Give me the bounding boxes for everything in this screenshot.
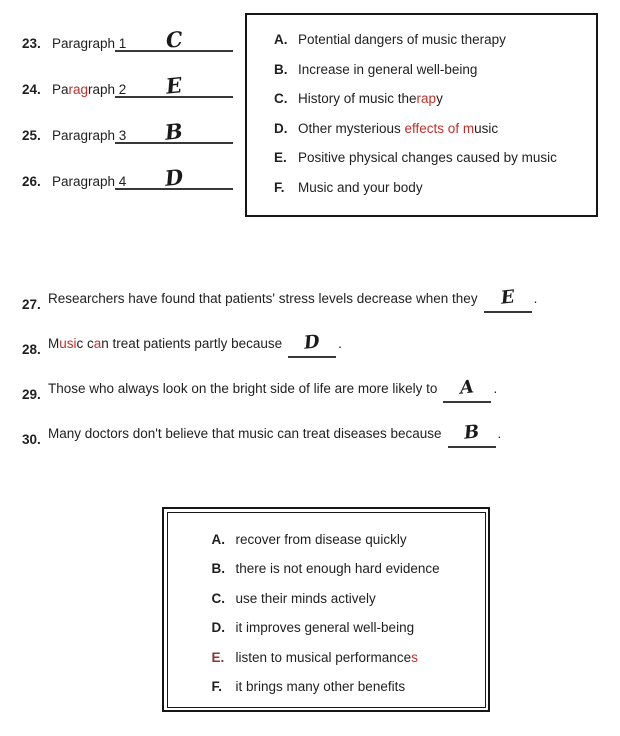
- text-segment: Pa: [52, 82, 69, 97]
- sentence-period: .: [533, 291, 538, 306]
- option-item: [212, 677, 481, 697]
- red-text-segment: effects of m: [404, 120, 475, 136]
- option-letter: A.: [211, 531, 225, 547]
- option-letter: F.: [274, 179, 285, 195]
- answer-options-box-inner: [167, 512, 486, 708]
- option-letter: C.: [274, 91, 288, 106]
- text-segment: M: [48, 336, 60, 351]
- question-label: [52, 82, 127, 98]
- handwritten-answer: E: [164, 72, 184, 99]
- text-segment: listen to musical performance: [235, 649, 412, 665]
- match-item: [22, 26, 233, 53]
- question-item: [22, 286, 612, 313]
- option-text: [298, 148, 557, 168]
- option-item: [274, 148, 590, 168]
- option-text: [298, 119, 498, 139]
- text-segment: Researchers have found that patients' stress levels decrease when they: [48, 291, 478, 306]
- option-text: [236, 648, 418, 668]
- text-segment: n treat patients partly because: [101, 336, 283, 351]
- question-item: [22, 331, 612, 358]
- text-segment: c c: [76, 336, 94, 351]
- option-letter: D.: [211, 620, 225, 635]
- text-segment: Music and your body: [298, 179, 423, 195]
- sentence-period: .: [338, 336, 342, 351]
- option-text: [298, 89, 443, 109]
- text-segment: Positive physical changes caused by music: [298, 150, 557, 165]
- option-text: [236, 618, 415, 638]
- match-item: [22, 72, 233, 99]
- text-segment: Paragraph 4: [52, 174, 127, 189]
- sentence-period: .: [497, 426, 502, 441]
- question-item: [22, 376, 612, 403]
- text-segment: Paragraph 3: [52, 128, 127, 143]
- question-number: 23.: [22, 36, 41, 51]
- option-item: [212, 618, 481, 638]
- option-text: [236, 589, 376, 609]
- option-item: [274, 178, 590, 198]
- question-number: 29.: [22, 387, 41, 402]
- question-text: [48, 421, 502, 448]
- red-text-segment: a: [93, 336, 102, 351]
- text-segment: use their minds actively: [235, 590, 376, 606]
- question-number: 24.: [22, 82, 41, 97]
- answer-options-box: [162, 507, 490, 712]
- red-text-segment: usi: [59, 336, 77, 351]
- text-segment: History of music the: [298, 91, 417, 106]
- option-item: [212, 648, 481, 668]
- question-text: [48, 286, 538, 313]
- option-item: [274, 30, 590, 50]
- option-letter: D.: [274, 120, 288, 136]
- question-text: [48, 331, 342, 358]
- text-segment: it improves general well-being: [235, 620, 415, 635]
- text-segment: there is not enough hard evidence: [235, 561, 440, 576]
- question-label: [52, 36, 127, 52]
- option-letter: E.: [274, 150, 287, 165]
- text-segment: it brings many other benefits: [235, 679, 406, 694]
- paragraph-matching-section: [22, 26, 233, 216]
- option-letter: F.: [211, 679, 223, 694]
- option-item: [212, 589, 481, 609]
- option-letter: B.: [274, 61, 288, 77]
- red-text-segment: rag: [68, 82, 89, 97]
- question-label: [52, 174, 127, 190]
- answer-blank[interactable]: [115, 26, 233, 53]
- option-letter: C.: [211, 590, 225, 606]
- handwritten-answer: D: [163, 164, 185, 191]
- red-text-segment: rap: [416, 91, 437, 106]
- answer-blank[interactable]: [115, 72, 233, 99]
- option-text: [298, 30, 506, 50]
- question-number: 26.: [22, 174, 41, 189]
- option-text: [236, 530, 407, 550]
- text-segment: Those who always look on the bright side of life are more likely to: [48, 381, 438, 396]
- question-number: 25.: [22, 128, 41, 143]
- answer-blank[interactable]: [484, 286, 532, 313]
- answer-blank[interactable]: [448, 421, 496, 448]
- answer-blank[interactable]: [115, 118, 233, 145]
- option-text: [298, 60, 477, 80]
- handwritten-answer: B: [163, 118, 185, 145]
- handwritten-answer: E: [499, 286, 516, 309]
- option-text: [236, 559, 440, 579]
- text-segment: usic: [474, 120, 499, 136]
- handwritten-answer: D: [303, 331, 321, 354]
- option-item: [212, 559, 481, 579]
- answer-blank[interactable]: [115, 164, 233, 191]
- text-segment: y: [436, 91, 443, 106]
- answer-blank[interactable]: [288, 331, 336, 358]
- text-segment: Many doctors don't believe that music can treat diseases because: [48, 426, 442, 441]
- question-item: [22, 421, 612, 448]
- option-item: [274, 89, 590, 109]
- text-segment: Potential dangers of music therapy: [298, 32, 506, 47]
- handwritten-answer: C: [164, 26, 184, 53]
- option-item: [274, 119, 590, 139]
- red-text-segment: s: [411, 649, 418, 665]
- text-segment: recover from disease quickly: [235, 531, 407, 547]
- text-segment: raph 2: [88, 82, 127, 97]
- text-segment: Increase in general well-being: [298, 61, 478, 77]
- question-label: [52, 128, 127, 144]
- option-text: [236, 677, 406, 697]
- question-number: 28.: [22, 342, 41, 357]
- question-text: [48, 376, 498, 403]
- text-segment: Other mysterious: [298, 120, 405, 136]
- question-number: 27.: [22, 297, 41, 312]
- sentence-period: .: [493, 381, 498, 396]
- text-segment: Paragraph 1: [52, 36, 127, 51]
- option-letter: A.: [274, 32, 288, 47]
- option-item: [274, 60, 590, 80]
- option-letter: B.: [211, 561, 225, 576]
- handwritten-answer: A: [459, 376, 476, 399]
- question-number: 30.: [22, 432, 41, 447]
- option-item: [212, 530, 481, 550]
- answer-blank[interactable]: [443, 376, 491, 403]
- option-letter: E.: [211, 649, 225, 665]
- handwritten-answer: B: [462, 421, 481, 444]
- match-item: [22, 118, 233, 145]
- match-item: [22, 164, 233, 191]
- option-text: [298, 178, 423, 198]
- sentence-completion-section: [22, 286, 612, 473]
- heading-options-box: [245, 13, 598, 217]
